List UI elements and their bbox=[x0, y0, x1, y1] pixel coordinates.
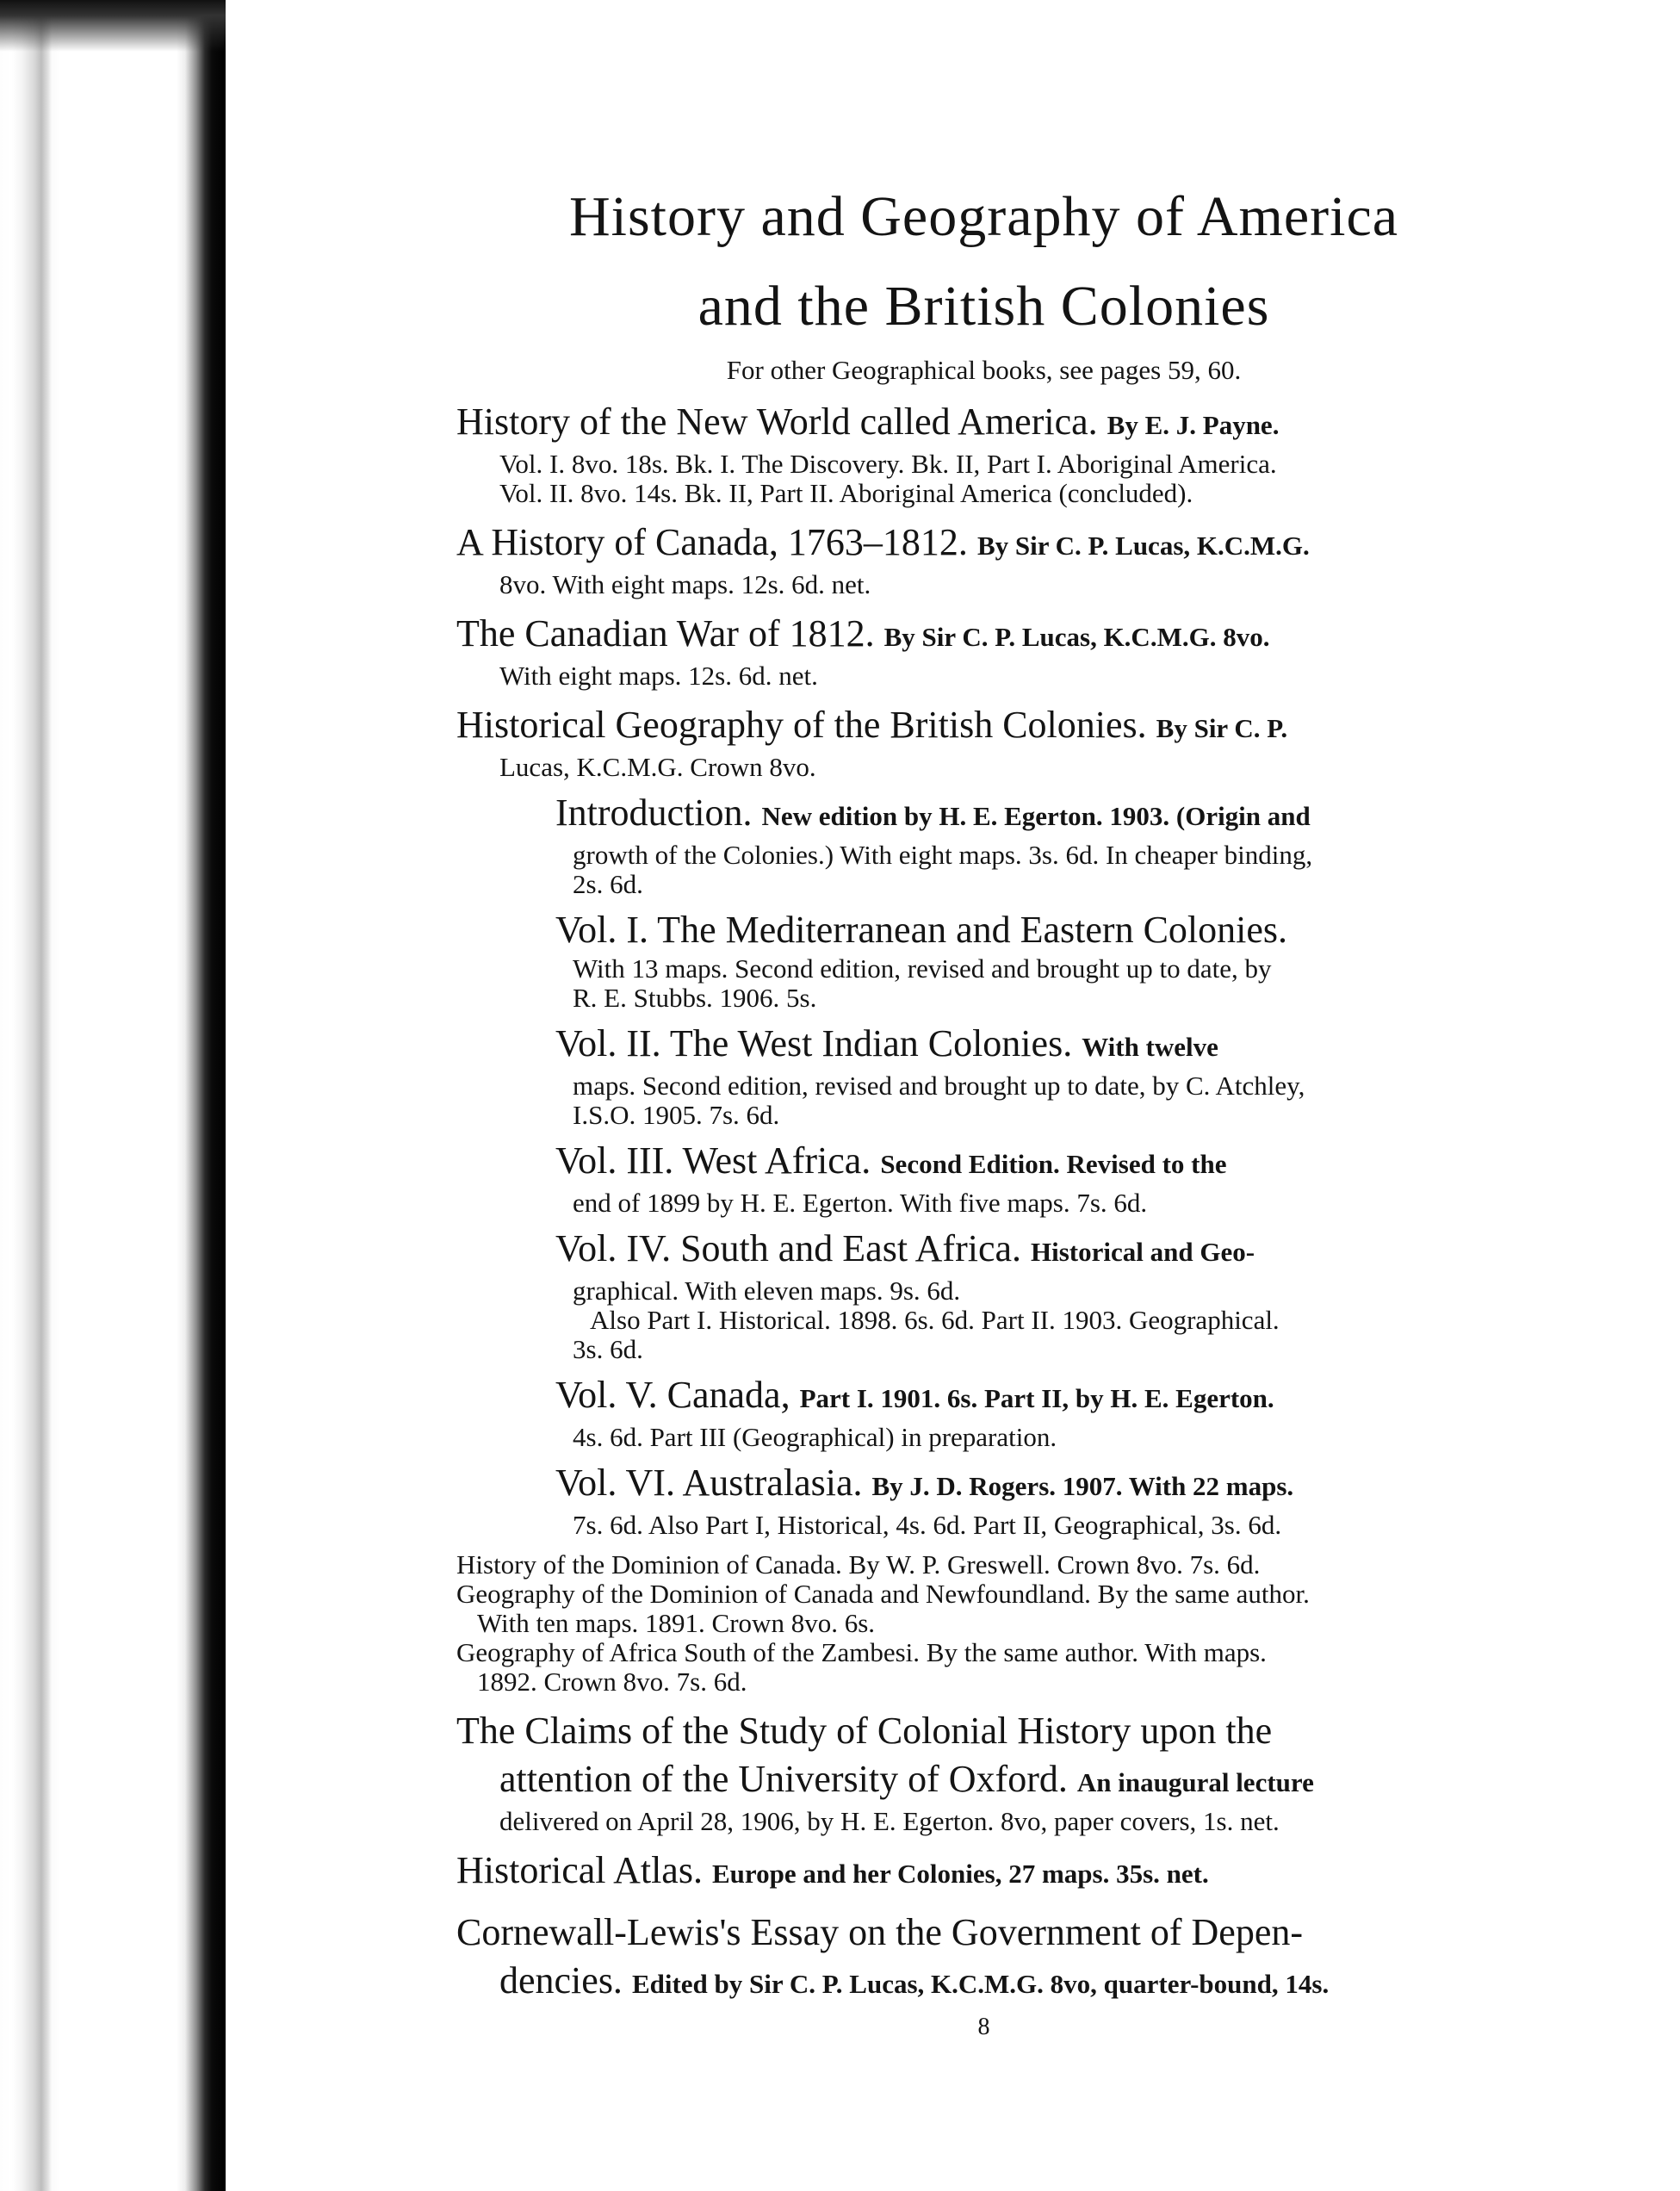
sub-entry-detail: With 13 maps. Second edition, revised and brought up to date, by bbox=[573, 953, 1272, 984]
title-line-2: and the British Colonies bbox=[697, 275, 1270, 338]
sub-entry-detail: Also Part I. Historical. 1898. 6s. 6d. Part II. 1903. Geographical. bbox=[590, 1305, 1280, 1335]
small-entry bbox=[456, 1580, 1511, 1638]
sub-entry bbox=[555, 1459, 1511, 1540]
entry-detail: Vol. II. 8vo. 14s. Bk. II, Part II. Aboriginal America (concluded). bbox=[499, 478, 1193, 508]
sub-entry-detail: 2s. 6d. bbox=[573, 869, 643, 899]
entry-detail: 8vo. With eight maps. 12s. 6d. net. bbox=[499, 569, 871, 599]
sub-entry-detail: growth of the Colonies.) With eight maps. 3s. 6d. In cheaper binding, bbox=[573, 840, 1313, 870]
sub-entry bbox=[555, 1020, 1511, 1130]
entry-detail: Lucas, K.C.M.G. Crown 8vo. bbox=[499, 752, 816, 782]
catalog-entry bbox=[456, 1707, 1511, 1836]
entry-title: The Claims of the Study of Colonial History upon the bbox=[456, 1710, 1273, 1752]
book-spine-shadow bbox=[0, 0, 226, 2191]
sub-entry-detail: 3s. 6d. bbox=[573, 1334, 643, 1364]
sub-entry-detail: graphical. With eleven maps. 9s. 6d. bbox=[573, 1275, 961, 1306]
small-entry-line: With ten maps. 1891. Crown 8vo. 6s. bbox=[477, 1608, 876, 1638]
sub-entry-detail: I.S.O. 1905. 7s. 6d. bbox=[573, 1100, 780, 1130]
spine-top-edge bbox=[0, 0, 226, 52]
small-entry bbox=[456, 1638, 1511, 1697]
entry-title: Historical Geography of the British Colonies. bbox=[456, 704, 1147, 746]
small-entry-line: Geography of Africa South of the Zambesi. By the same author. With maps. bbox=[456, 1637, 1267, 1667]
entry-title: A History of Canada, 1763–1812. bbox=[456, 521, 968, 563]
page-content bbox=[456, 172, 1511, 2041]
catalog-entry bbox=[456, 610, 1511, 691]
sub-entry-author: Part I. 1901. 6s. Part II, by H. E. Egerton. bbox=[799, 1383, 1274, 1413]
sub-entry-author: Historical and Geo- bbox=[1031, 1237, 1255, 1267]
entry-author: By Sir C. P. Lucas, K.C.M.G. 8vo. bbox=[883, 622, 1270, 652]
sub-entry bbox=[555, 1137, 1511, 1218]
title-line-1: History and Geography of America bbox=[568, 185, 1399, 248]
small-entry-line: Geography of the Dominion of Canada and Newfoundland. By the same author. bbox=[456, 1579, 1310, 1609]
catalog-entry bbox=[456, 518, 1511, 599]
page-title bbox=[456, 172, 1511, 351]
sub-entry-detail: 4s. 6d. Part III (Geographical) in preparation. bbox=[573, 1422, 1057, 1452]
entry-title: Historical Atlas. bbox=[456, 1849, 703, 1891]
entry-detail: delivered on April 28, 1906, by H. E. Egerton. 8vo, paper covers, 1s. net. bbox=[499, 1806, 1280, 1836]
entry-detail: With eight maps. 12s. 6d. net. bbox=[499, 661, 818, 691]
entry-note: Edited by Sir C. P. Lucas, K.C.M.G. 8vo, quarter-bound, 14s. bbox=[631, 1969, 1330, 1999]
sub-entry-title: Vol. I. The Mediterranean and Eastern Colonies. bbox=[555, 909, 1288, 951]
small-entry-line: History of the Dominion of Canada. By W. P. Greswell. Crown 8vo. 7s. 6d. bbox=[456, 1549, 1261, 1580]
entry-title-continued: dencies. bbox=[499, 1959, 623, 2002]
sub-entry-title: Vol. II. The West Indian Colonies. bbox=[555, 1022, 1073, 1064]
sub-entry-author: New edition by H. E. Egerton. 1903. (Origin and bbox=[761, 801, 1311, 831]
entry-author: By Sir C. P. Lucas, K.C.M.G. bbox=[976, 531, 1310, 561]
sub-entry-title: Vol. IV. South and East Africa. bbox=[555, 1227, 1021, 1269]
sub-entry-title: Vol. V. Canada, bbox=[555, 1374, 790, 1416]
catalog-entry bbox=[456, 1847, 1511, 1898]
sub-entry-author: Second Edition. Revised to the bbox=[880, 1149, 1227, 1179]
small-entry bbox=[456, 1550, 1511, 1580]
entry-title-continued: attention of the University of Oxford. bbox=[499, 1758, 1068, 1800]
sub-entry bbox=[555, 789, 1511, 899]
catalog-entry bbox=[456, 701, 1511, 782]
sub-entry-detail: R. E. Stubbs. 1906. 5s. bbox=[573, 983, 817, 1013]
entry-detail: Vol. I. 8vo. 18s. Bk. I. The Discovery. Bk. II, Part I. Aboriginal America. bbox=[499, 449, 1277, 479]
entry-note: Europe and her Colonies, 27 maps. 35s. net. bbox=[711, 1859, 1209, 1889]
sub-entry-author: With twelve bbox=[1082, 1032, 1218, 1062]
entry-title: Cornewall-Lewis's Essay on the Government of Depen- bbox=[456, 1911, 1303, 1953]
catalog-entry bbox=[456, 1909, 1511, 2008]
entry-title: The Canadian War of 1812. bbox=[456, 612, 875, 655]
sub-entry bbox=[555, 906, 1511, 1013]
sub-entry bbox=[555, 1225, 1511, 1364]
entry-title: History of the New World called America. bbox=[456, 400, 1098, 443]
sub-entry-title: Vol. III. West Africa. bbox=[555, 1139, 871, 1182]
catalog-entry bbox=[456, 398, 1511, 508]
sub-entry-detail: 7s. 6d. Also Part I, Historical, 4s. 6d. Part II, Geographical, 3s. 6d. bbox=[573, 1510, 1282, 1540]
entry-note: An inaugural lecture bbox=[1076, 1767, 1314, 1797]
sub-entry-title: Introduction. bbox=[555, 791, 753, 834]
entry-author: By E. J. Payne. bbox=[1107, 410, 1280, 440]
sub-entry bbox=[555, 1371, 1511, 1452]
sub-entry-title: Vol. VI. Australasia. bbox=[555, 1462, 863, 1504]
cross-reference-note: For other Geographical books, see pages 59, 60. bbox=[726, 355, 1242, 385]
entry-author: By Sir C. P. bbox=[1156, 713, 1288, 743]
sub-entry-detail: maps. Second edition, revised and brought up to date, by C. Atchley, bbox=[573, 1071, 1305, 1101]
page-number: 8 bbox=[977, 2014, 990, 2040]
small-entry-line: 1892. Crown 8vo. 7s. 6d. bbox=[477, 1667, 747, 1697]
sub-entry-author: By J. D. Rogers. 1907. With 22 maps. bbox=[871, 1471, 1294, 1501]
sub-entry-detail: end of 1899 by H. E. Egerton. With five maps. 7s. 6d. bbox=[573, 1188, 1148, 1218]
